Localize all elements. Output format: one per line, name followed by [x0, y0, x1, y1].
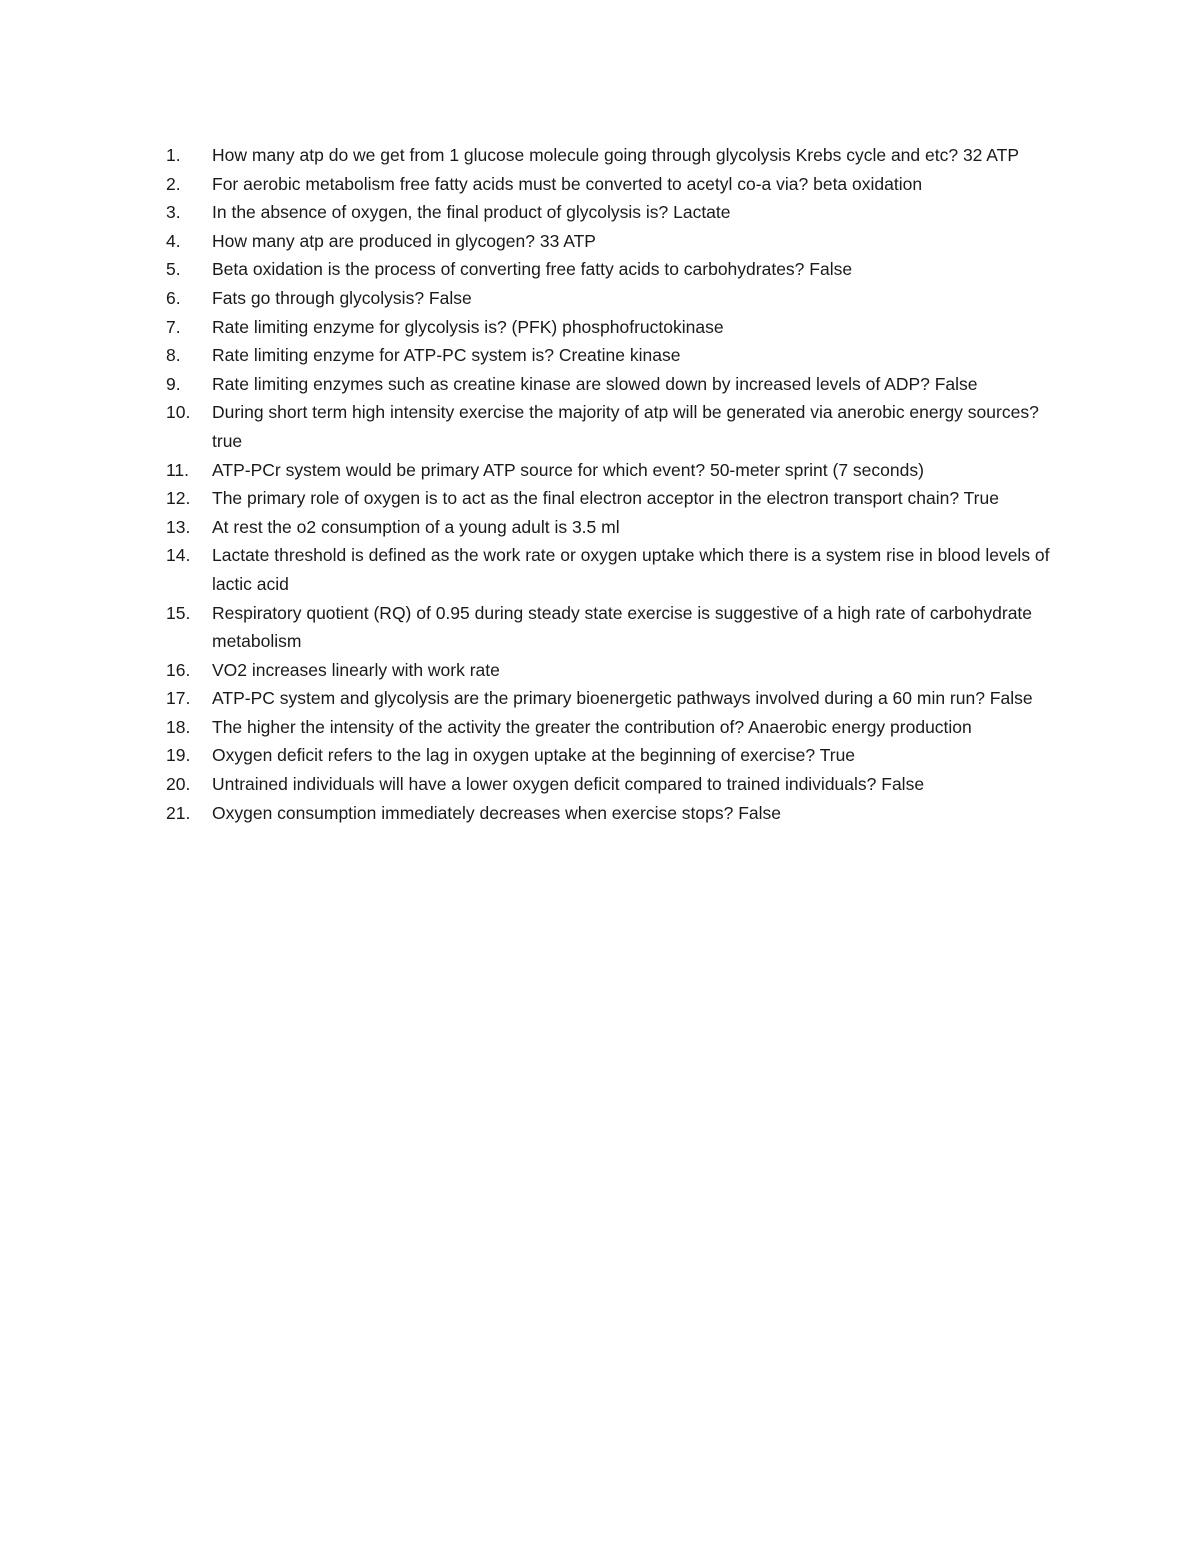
item-text: How many atp are produced in glycogen? 33 ATP: [212, 230, 596, 251]
item-number: 2.: [166, 173, 181, 194]
list-item: [0, 741, 1072, 770]
list-item: [0, 313, 1072, 342]
list-item: [0, 227, 1072, 256]
item-text: Oxygen deficit refers to the lag in oxygen uptake at the beginning of exercise? True: [212, 745, 856, 766]
list-item: [0, 198, 1072, 227]
item-number: 9.: [166, 373, 181, 394]
item-number: 7.: [166, 316, 181, 337]
item-number: 17.: [166, 688, 191, 709]
list-item: [0, 255, 1072, 284]
list-item: [0, 513, 1072, 542]
item-text: During short term high intensity exercise the majority of atp will be generated via anerobic energy sources? true: [212, 402, 1039, 451]
item-text: Rate limiting enzymes such as creatine kinase are slowed down by increased levels of ADP? False: [212, 373, 978, 394]
item-text: For aerobic metabolism free fatty acids must be converted to acetyl co-a via? beta oxidation: [212, 173, 923, 194]
item-text: Oxygen consumption immediately decreases when exercise stops? False: [212, 802, 782, 823]
item-text: VO2 increases linearly with work rate: [212, 659, 500, 680]
list-item: [0, 284, 1072, 313]
list-item: [0, 541, 1072, 598]
list-item: [0, 141, 1072, 170]
item-text: In the absence of oxygen, the final product of glycolysis is? Lactate: [212, 202, 731, 223]
question-list: [0, 141, 1200, 827]
item-text: Rate limiting enzyme for glycolysis is? (PFK) phosphofructokinase: [212, 316, 724, 337]
list-item: [0, 684, 1072, 713]
item-number: 3.: [166, 202, 181, 223]
list-item: [0, 484, 1072, 513]
item-number: 19.: [166, 745, 191, 766]
item-number: 18.: [166, 716, 191, 737]
item-text: The primary role of oxygen is to act as the final electron acceptor in the electron transport chain? True: [212, 488, 999, 509]
list-item: [0, 713, 1072, 742]
item-number: 8.: [166, 345, 181, 366]
item-text: Lactate threshold is defined as the work rate or oxygen uptake which there is a system rise in blood levels of lactic acid: [212, 545, 1050, 594]
item-number: 11.: [166, 459, 190, 480]
list-item: [0, 456, 1072, 485]
list-item: [0, 398, 1072, 455]
item-number: 15.: [166, 602, 191, 623]
list-item: [0, 341, 1072, 370]
item-text: Untrained individuals will have a lower oxygen deficit compared to trained individuals? False: [212, 774, 925, 795]
item-number: 1.: [166, 145, 181, 165]
item-number: 13.: [166, 516, 191, 537]
item-text: Respiratory quotient (RQ) of 0.95 during steady state exercise is suggestive of a high rate of carbohydrate metabolism: [212, 602, 1033, 652]
item-number: 14.: [166, 545, 191, 566]
item-number: 16.: [166, 659, 191, 680]
item-number: 6.: [166, 287, 181, 308]
item-text: ATP-PC system and glycolysis are the primary bioenergetic pathways involved during a 60 min run? False: [212, 688, 1033, 709]
item-text: Fats go through glycolysis? False: [212, 287, 472, 308]
item-number: 12.: [166, 488, 191, 509]
item-number: 20.: [166, 774, 191, 795]
item-text: Beta oxidation is the process of converting free fatty acids to carbohydrates? False: [212, 259, 853, 280]
item-number: 21.: [166, 802, 191, 823]
list-item: [0, 656, 1072, 685]
item-number: 10.: [166, 402, 191, 423]
item-text: The higher the intensity of the activity the greater the contribution of? Anaerobic energy production: [212, 716, 972, 737]
item-number: 5.: [166, 259, 181, 280]
item-text: How many atp do we get from 1 glucose molecule going through glycolysis Krebs cycle and etc? 32 ATP: [212, 145, 1020, 165]
list-item: [0, 170, 1072, 199]
item-text: At rest the o2 consumption of a young adult is 3.5 ml: [212, 516, 620, 537]
item-number: 4.: [166, 230, 181, 251]
list-item: [0, 370, 1072, 399]
list-item: [0, 799, 1072, 828]
list-item: [0, 599, 1072, 656]
item-text: Rate limiting enzyme for ATP-PC system is? Creatine kinase: [212, 345, 681, 366]
list-item: [0, 770, 1072, 799]
item-text: ATP-PCr system would be primary ATP source for which event? 50-meter sprint (7 seconds): [212, 459, 924, 480]
